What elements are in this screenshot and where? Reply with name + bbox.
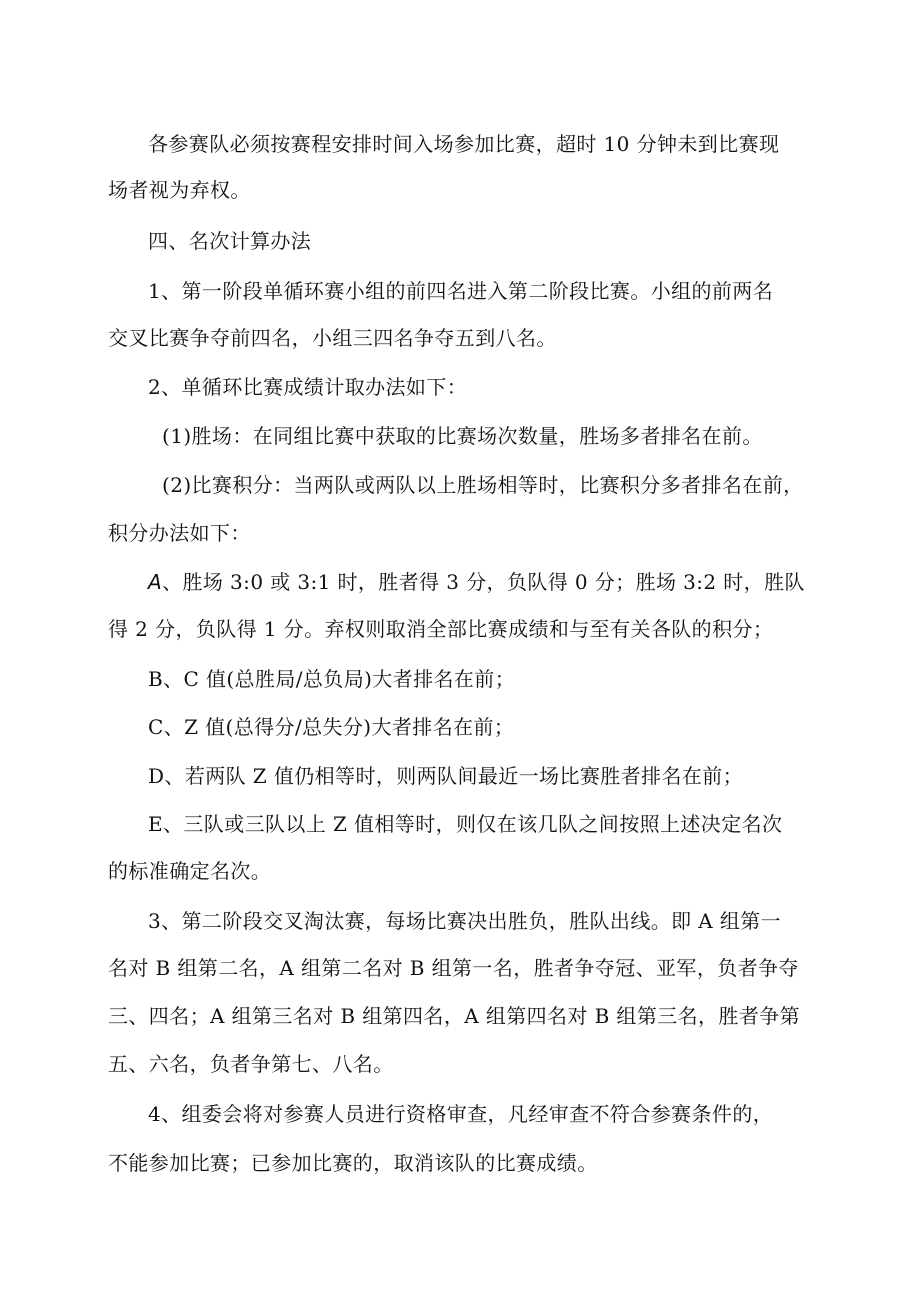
paragraph-line: 得 2 分，负队得 1 分。弃权则取消全部比赛成绩和与至有关各队的积分； [108, 617, 774, 641]
paragraph-line: B、C 值(总胜局/总负局)大者排名在前； [148, 667, 516, 691]
paragraph-line: 五、六名，负者争第七、八名。 [108, 1052, 394, 1076]
paragraph-line: (2)比赛积分：当两队或两队以上胜场相等时，比赛积分多者排名在前， [162, 473, 804, 497]
paragraph-line: 2、单循环比赛成绩计取办法如下： [148, 375, 468, 399]
paragraph-text: 、胜场 3:0 或 3:1 时，胜者得 3 分，负队得 0 分；胜场 3:2 时，胜队 [162, 570, 805, 594]
paragraph-line: 积分办法如下： [108, 521, 251, 545]
list-marker: A [148, 570, 163, 594]
paragraph-line: 交叉比赛争夺前四名，小组三四名争夺五到八名。 [108, 326, 557, 350]
paragraph-line: 3、第二阶段交叉淘汰赛，每场比赛决出胜负，胜队出线。即 A 组第一 [148, 909, 782, 933]
paragraph-line: (1)胜场：在同组比赛中获取的比赛场次数量，胜场多者排名在前。 [162, 424, 763, 448]
paragraph-line: C、Z 值(总得分/总失分)大者排名在前； [148, 715, 515, 739]
paragraph-line: 不能参加比赛；已参加比赛的，取消该队的比赛成绩。 [108, 1151, 598, 1175]
paragraph-line: E、三队或三队以上 Z 值相等时，则仅在该几队之间按照上述决定名次 [148, 812, 783, 836]
paragraph-line: 4、组委会将对参赛人员进行资格审查，凡经审查不符合参赛条件的， [148, 1102, 774, 1126]
paragraph-line: D、若两队 Z 值仍相等时，则两队间最近一场比赛胜者排名在前； [148, 764, 744, 788]
paragraph-line: 三、四名；A 组第三名对 B 组第四名，A 组第四名对 B 组第三名，胜者争第 [108, 1004, 801, 1028]
paragraph-line: 的标准确定名次。 [108, 859, 272, 883]
paragraph-line: 名对 B 组第二名，A 组第二名对 B 组第一名，胜者争夺冠、亚军，负者争夺 [108, 956, 799, 980]
section-heading: 四、名次计算办法 [148, 229, 312, 253]
paragraph-line: 场者视为弃权。 [108, 178, 251, 202]
paragraph-line [108, 564, 868, 601]
paragraph-line: 各参赛队必须按赛程安排时间入场参加比赛，超时 10 分钟未到比赛现 [148, 132, 780, 156]
paragraph-line: 1、第一阶段单循环赛小组的前四名进入第二阶段比赛。小组的前两名 [148, 279, 774, 303]
